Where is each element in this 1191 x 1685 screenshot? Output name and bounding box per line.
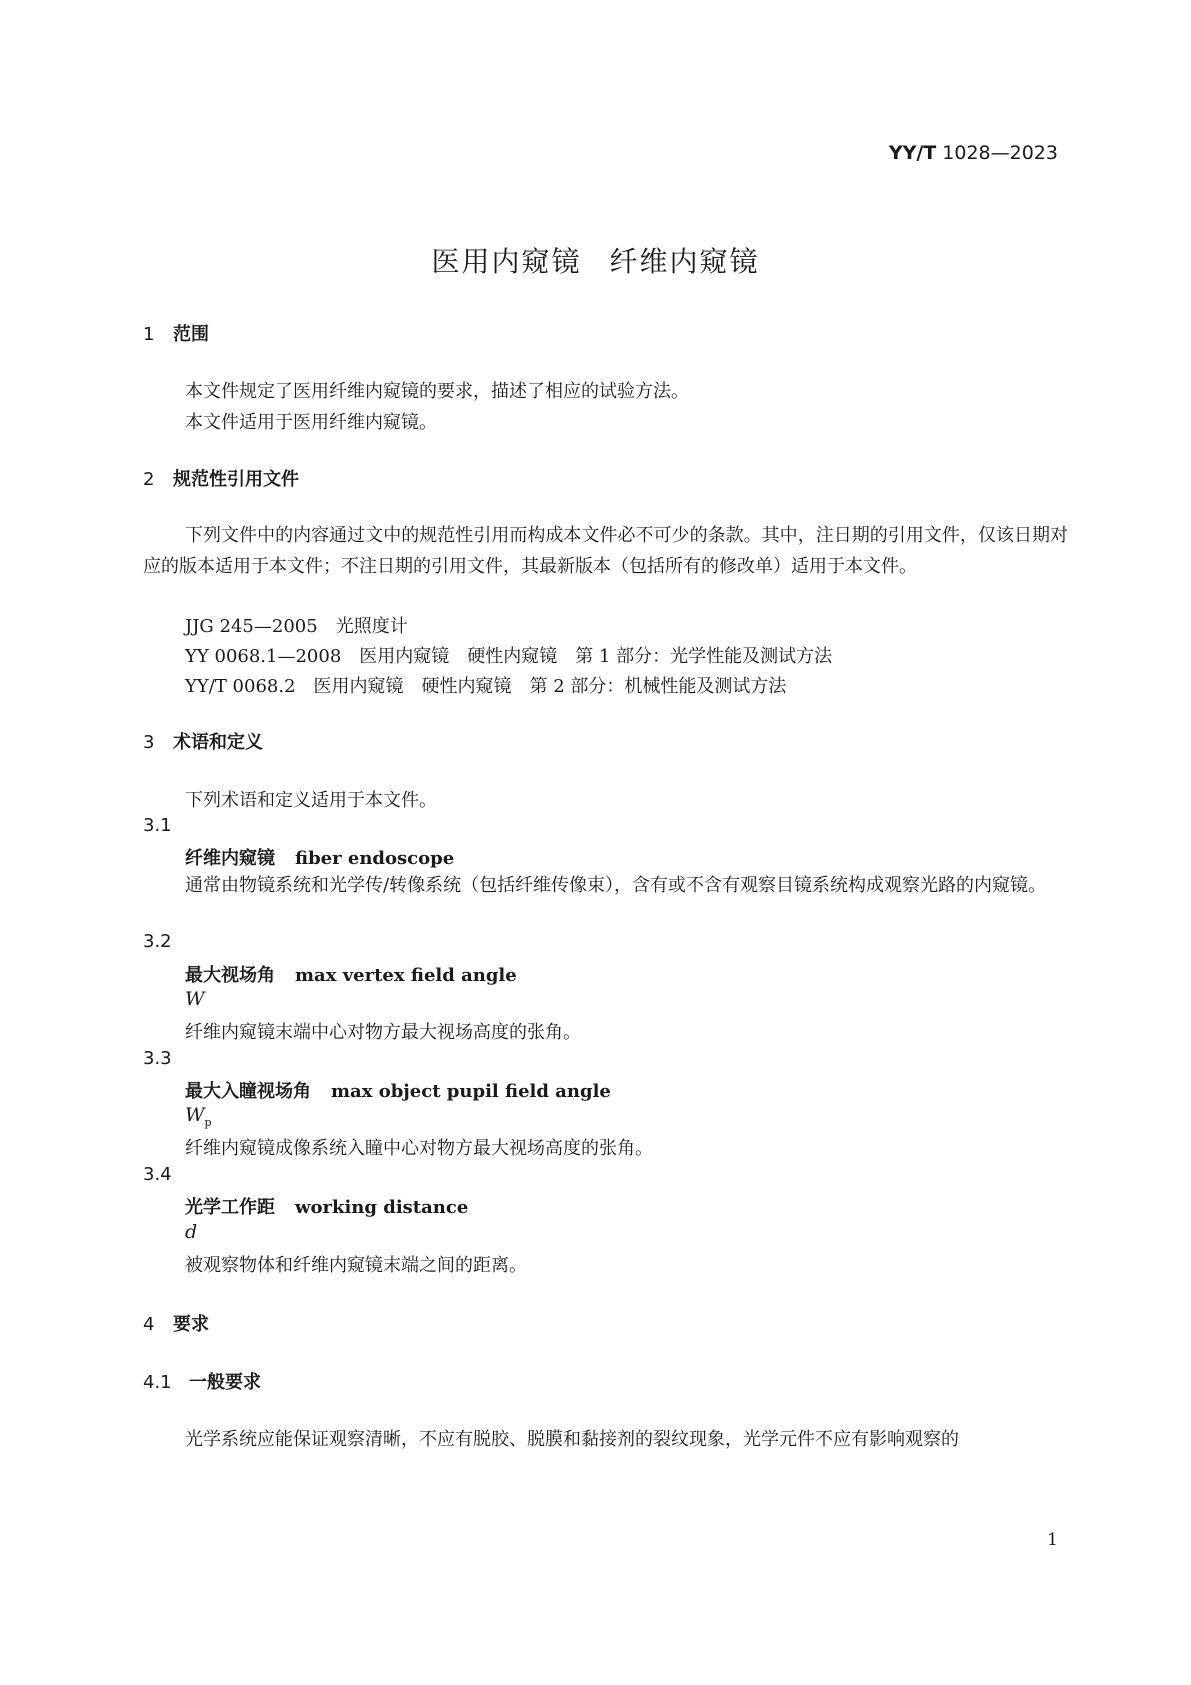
section-4-1-paragraph: 光学系统应能保证观察清晰，不应有脱胶、脱膜和黏接剂的裂纹现象，光学元件不应有影响观察的 [185, 1429, 959, 1450]
section-3-intro: 下列术语和定义适用于本文件。 [185, 790, 437, 811]
term-3-4-definition: 被观察物体和纤维内窥镜末端之间的距离。 [185, 1255, 527, 1276]
term-3-3-definition: 纤维内窥镜成像系统入瞳中心对物方最大视场高度的张角。 [185, 1138, 653, 1159]
term-3-1-definition: 通常由物镜系统和光学传/转像系统（包括纤维传像束），含有或不含有观察目镜系统构成观察光路的内窥镜。 [185, 875, 1047, 896]
page-number: 1 [1047, 1530, 1058, 1550]
term-3-1-heading: 纤维内窥镜 fiber endoscope [185, 848, 455, 869]
term-3-3-symbol: $W_p$ [185, 1104, 212, 1129]
term-3-3-number: 3.3 [143, 1048, 172, 1069]
section-1-paragraph-1: 本文件规定了医用纤维内窥镜的要求，描述了相应的试验方法。 [185, 381, 689, 402]
doc-number: 1028—2023 [942, 142, 1058, 164]
term-3-2-number: 3.2 [143, 931, 172, 952]
section-1-heading: 1 范围 [143, 324, 209, 345]
term-3-3-symbol-subscript: p [204, 1115, 212, 1129]
term-3-4-symbol: d [185, 1221, 198, 1243]
section-4-1-heading: 4.1 一般要求 [143, 1372, 261, 1393]
term-3-2-definition: 纤维内窥镜末端中心对物方最大视场高度的张角。 [185, 1022, 581, 1043]
section-4-heading: 4 要求 [143, 1314, 209, 1335]
reference-3: YY/T 0068.2 医用内窥镜 硬性内窥镜 第 2 部分：机械性能及测试方法 [185, 676, 787, 697]
section-1-paragraph-2: 本文件适用于医用纤维内窥镜。 [185, 412, 437, 433]
term-3-1-number: 3.1 [143, 815, 172, 836]
section-3-heading: 3 术语和定义 [143, 732, 263, 753]
term-3-2-symbol: W [185, 988, 205, 1010]
term-3-4-heading: 光学工作距 working distance [185, 1197, 469, 1218]
section-2-intro: 下列文件中的内容通过文中的规范性引用而构成本文件必不可少的条款。其中，注日期的引用文件，仅该日期对应的版本适用于本文件；不注日期的引用文件，其最新版本（包括所有的修改单）适用于本文件。 [143, 525, 1068, 577]
reference-1: JJG 245—2005 光照度计 [185, 616, 408, 637]
title-part2: 纤维内窥镜 [609, 245, 760, 278]
term-3-2-heading: 最大视场角 max vertex field angle [185, 965, 517, 986]
section-2-heading: 2 规范性引用文件 [143, 469, 299, 490]
document-number [889, 142, 1058, 164]
title-part1: 医用内窥镜 [431, 245, 582, 278]
reference-2: YY 0068.1—2008 医用内窥镜 硬性内窥镜 第 1 部分：光学性能及测试方法 [185, 646, 833, 667]
term-3-3-heading: 最大入瞳视场角 max object pupil field angle [185, 1081, 611, 1102]
page-title [0, 240, 1191, 280]
term-3-4-number: 3.4 [143, 1164, 172, 1185]
doc-prefix: YY/T [888, 142, 937, 164]
